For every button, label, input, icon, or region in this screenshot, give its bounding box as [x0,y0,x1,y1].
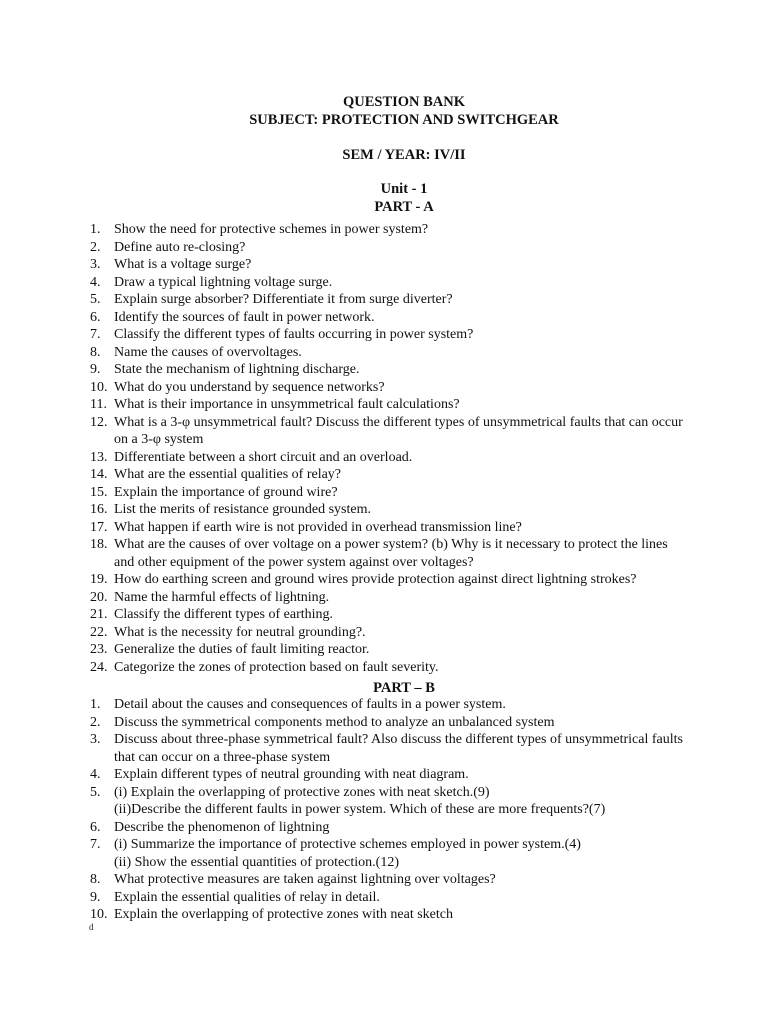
subject-heading: SUBJECT: PROTECTION AND SWITCHGEAR [249,112,559,128]
list-item: (ii) Show the essential quantities of protection.(12) [114,854,399,870]
list-item: 4. Explain different types of neutral grounding with neat diagram. [90,767,469,782]
sem-year-heading: SEM / YEAR: IV/II [342,147,466,163]
list-item: 22. What is the necessity for neutral grounding?. [90,624,366,640]
part-b-list [90,696,690,924]
list-item: 15. Explain the importance of ground wire? [90,484,338,500]
part-a-heading: PART - A [374,199,434,215]
list-item: 1. Show the need for protective schemes in power system? [90,222,429,237]
list-item: 2. Discuss the symmetrical components method to analyze an unbalanced system [90,714,555,730]
list-item: 13. Differentiate between a short circuit and an overload. [90,449,413,465]
footer-mark: d [89,922,94,932]
list-item: 14. What are the essential qualities of relay? [90,467,342,482]
list-item: 7. Classify the different types of faults occurring in power system? [90,327,474,342]
list-item: 3. Discuss about three-phase symmetrical fault? Also discuss the different types of unsymmetrical faults that can occur on a three-phase system [90,732,683,765]
list-item: 2. Define auto re-closing? [90,239,246,255]
list-item: 9. Explain the essential qualities of relay in detail. [90,889,380,905]
list-item: 10. What do you understand by sequence networks? [90,379,385,395]
list-item: 20. Name the harmful effects of lightning. [90,589,330,605]
list-item: 3. What is a voltage surge? [90,257,252,272]
list-item: 24. Categorize the zones of protection based on fault severity. [90,659,439,675]
list-item: 11. What is their importance in unsymmetrical fault calculations? [90,397,460,412]
list-item: 5. Explain surge absorber? Differentiate it from surge diverter? [90,292,453,307]
list-item: 6. Describe the phenomenon of lightning [90,819,330,835]
list-item: 12. What is a 3-φ unsymmetrical fault? Discuss the different types of unsymmetrical faults that can occur on a 3-φ system [90,414,683,447]
page-title: QUESTION BANK [342,94,466,110]
list-item: (ii)Describe the different faults in power system. Which of these are more frequents?(7) [114,802,606,817]
list-item: 6. Identify the sources of fault in power network. [90,309,375,325]
list-item: 19. How do earthing screen and ground wires provide protection against direct lightning strokes? [90,572,637,587]
list-item: 21. Classify the different types of earthing. [90,607,334,622]
list-item: 23. Generalize the duties of fault limiting reactor. [90,642,370,657]
list-item: 1. Detail about the causes and consequences of faults in a power system. [90,697,506,712]
list-item: 10. Explain the overlapping of protective zones with neat sketch [90,907,454,922]
list-item: 8. Name the causes of overvoltages. [90,344,302,360]
list-item: 8. What protective measures are taken against lightning over voltages? [90,872,496,887]
list-item: 5. (i) Explain the overlapping of protective zones with neat sketch.(9) [90,784,490,800]
list-item: 16. List the merits of resistance grounded system. [90,502,371,517]
part-a-list [90,221,690,676]
unit-heading: Unit - 1 [380,181,428,197]
list-item: 7. (i) Summarize the importance of protective schemes employed in power system.(4) [90,837,581,852]
list-item: 4. Draw a typical lightning voltage surge. [90,274,333,290]
part-b-heading: PART – B [373,680,435,696]
list-item: 17. What happen if earth wire is not provided in overhead transmission line? [90,519,522,535]
list-item: 18. What are the causes of over voltage on a power system? (b) Why is it necessary to protect the lines and other equipment of the power system against over voltages? [90,537,668,570]
list-item: 9. State the mechanism of lightning discharge. [90,362,360,377]
